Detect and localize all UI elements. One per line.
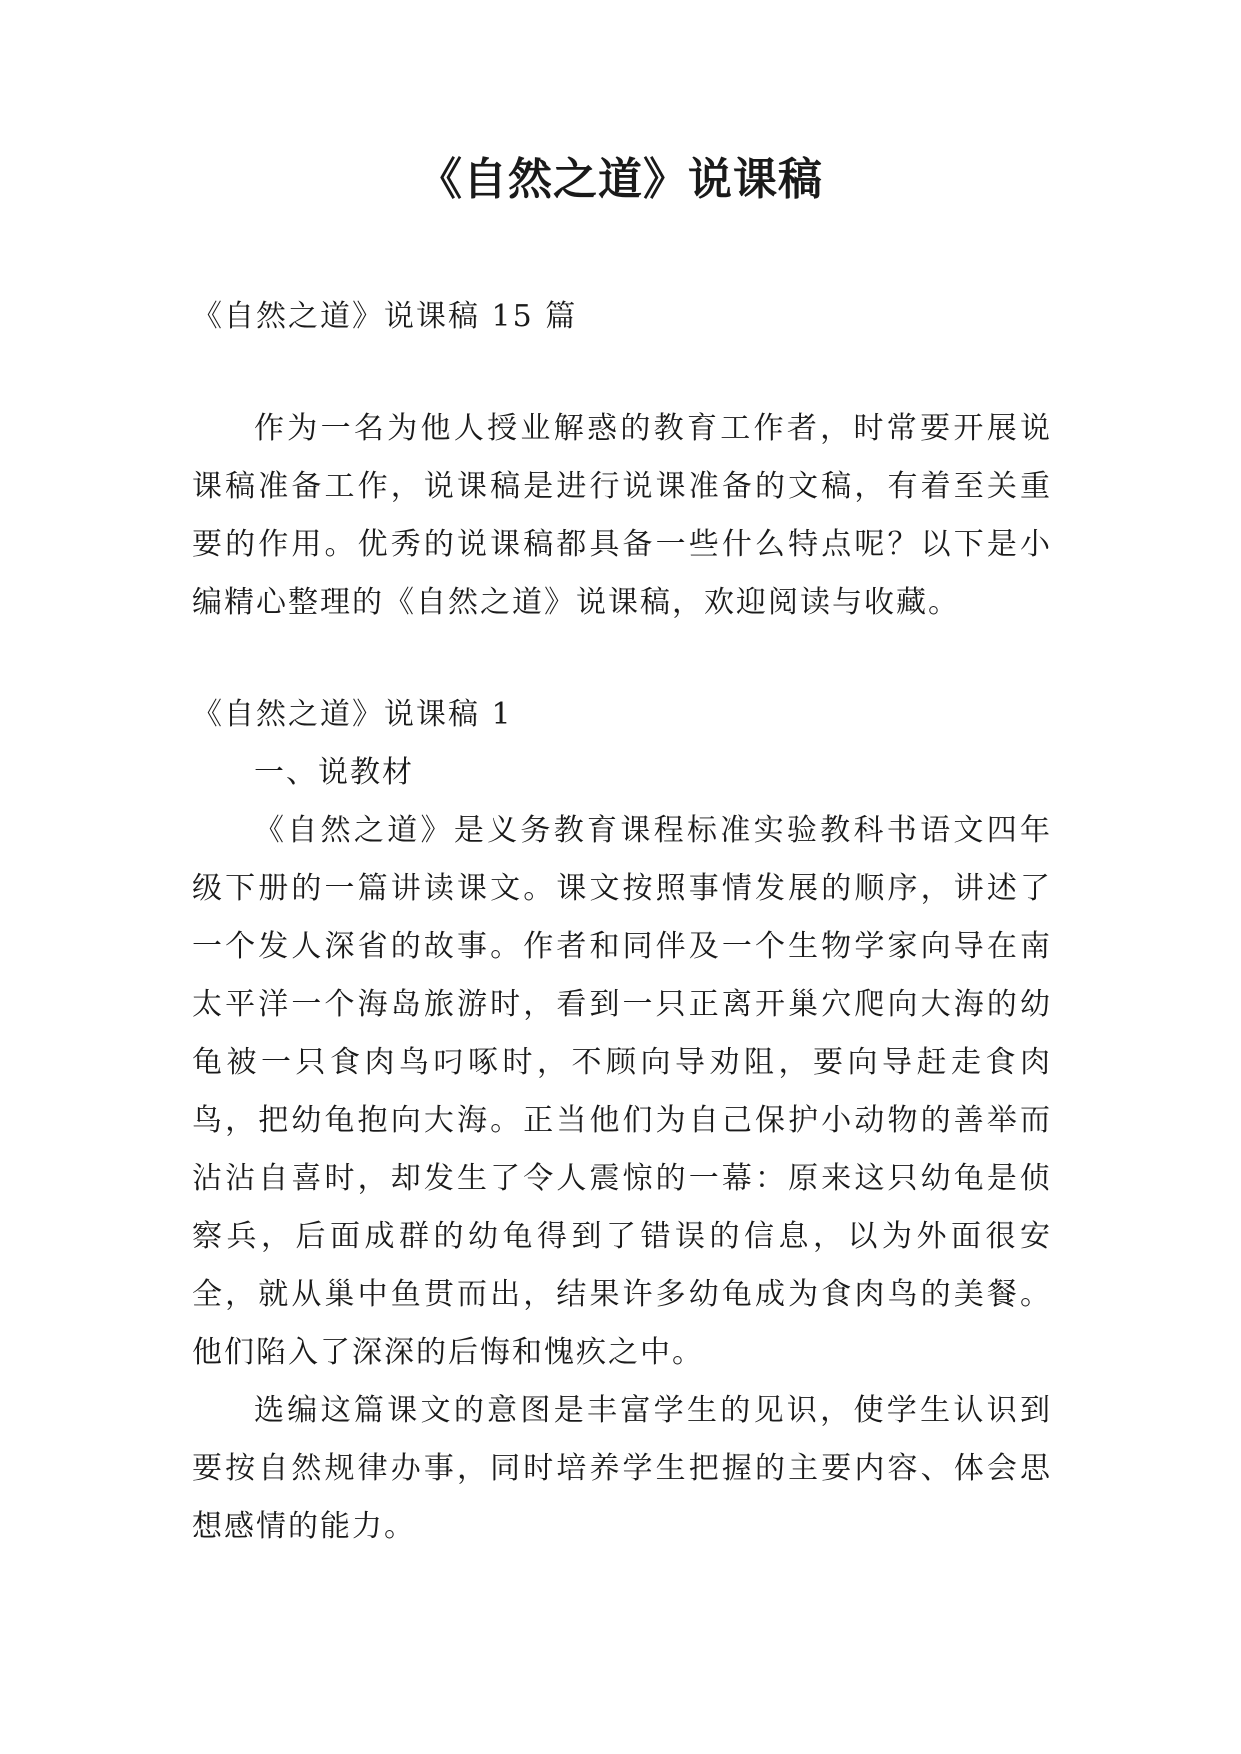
intro-paragraph: 作为一名为他人授业解惑的教育工作者，时常要开展说课稿准备工作，说课稿是进行说课准备的文稿，有着至关重要的作用。优秀的说课稿都具备一些什么特点呢？以下是小编精心整理的《自然之道》说课稿，欢迎阅读与收藏。 — [192, 411, 1052, 620]
section-title: 《自然之道》说课稿 1 — [192, 697, 513, 732]
document-body — [192, 288, 1052, 1556]
document-subtitle: 《自然之道》说课稿 15 篇 — [192, 299, 578, 334]
section-heading: 一、说教材 — [254, 755, 414, 790]
document-title: 《自然之道》说课稿 — [418, 154, 823, 205]
body-paragraph-2: 选编这篇课文的意图是丰富学生的见识，使学生认识到要按自然规律办事，同时培养学生把握的主要内容、体会思想感情的能力。 — [192, 1393, 1052, 1544]
body-paragraph-1: 《自然之道》是义务教育课程标准实验教科书语文四年级下册的一篇讲读课文。课文按照事情发展的顺序，讲述了一个发人深省的故事。作者和同伴及一个生物学家向导在南太平洋一个海岛旅游时，看到一只正离开巢穴爬向大海的幼龟被一只食肉鸟叼啄时，不顾向导劝阻，要向导赶走食肉鸟，把幼龟抱向大海。正当他们为自己保护小动物的善举而沾沾自喜时，却发生了令人震惊的一幕：原来这只幼龟是侦察兵，后面成群的幼龟得到了错误的信息，以为外面很安全，就从巢中鱼贯而出，结果许多幼龟成为食肉鸟的美餐。他们陷入了深深的后悔和愧疚之中。 — [192, 813, 1052, 1370]
